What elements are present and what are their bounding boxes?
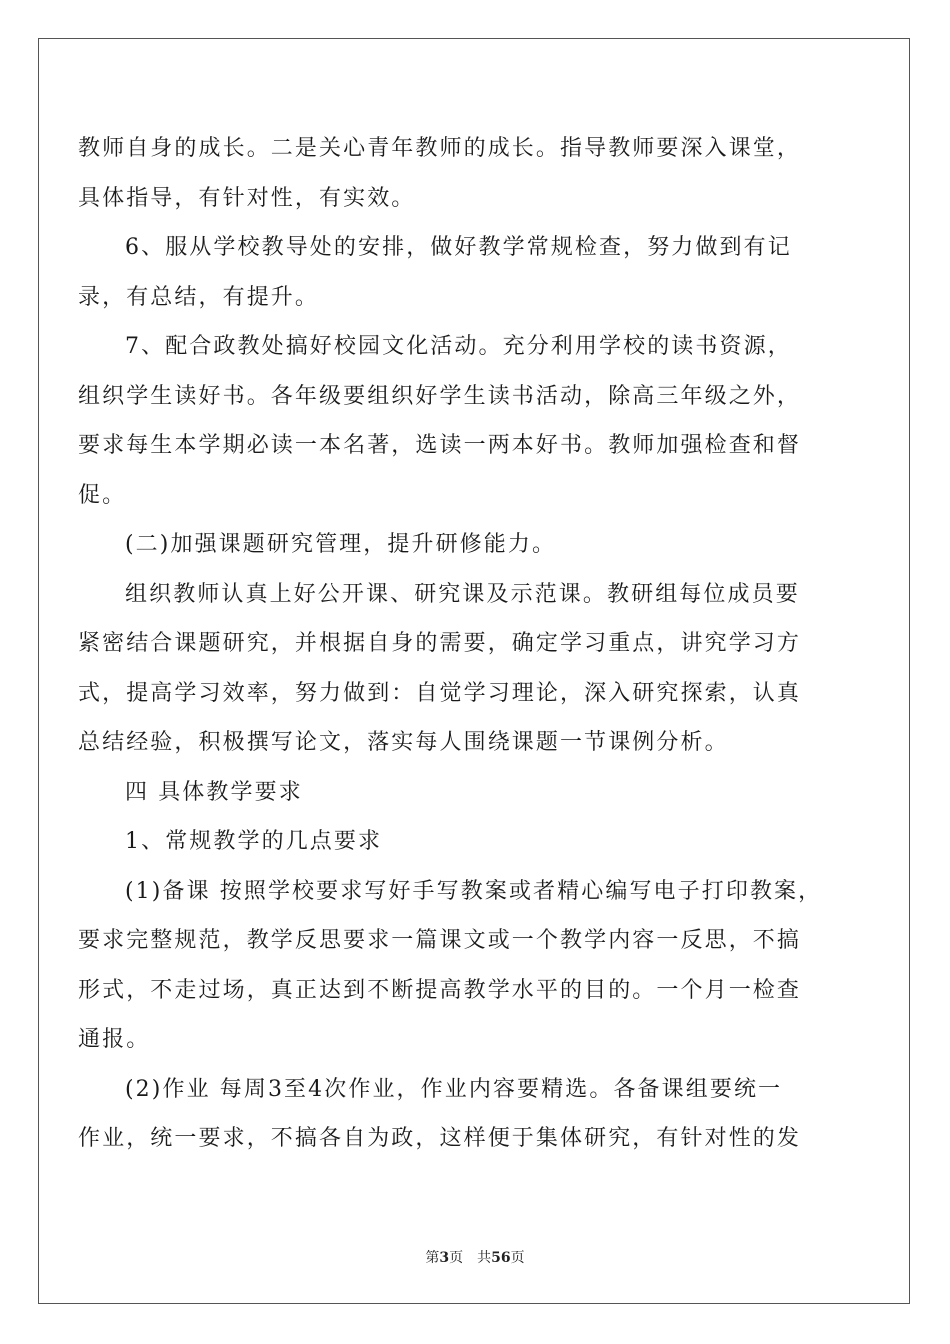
section-heading: (二)加强课题研究管理，提升研修能力。 bbox=[125, 532, 557, 557]
text-line: 组织教师认真上好公开课、研究课及示范课。教研组每位成员要 bbox=[125, 581, 800, 607]
total-prefix: 共 bbox=[477, 1250, 492, 1266]
page-suffix: 页 bbox=[449, 1250, 464, 1266]
text-line: 紧密结合课题研究，并根据自身的需要，确定学习重点，讲究学习方 bbox=[78, 631, 802, 656]
text-line: 7、配合政教处搞好校园文化活动。充分利用学校的读书资源， bbox=[125, 334, 792, 359]
text-line: 促。 bbox=[78, 482, 127, 508]
text-line: 通报。 bbox=[78, 1027, 151, 1052]
text-line: (2)作业 每周3至4次作业，作业内容要精选。各备课组要统一 bbox=[125, 1076, 783, 1102]
text-line: 要求完整规范，教学反思要求一篇课文或一个教学内容一反思，不搞 bbox=[78, 928, 802, 953]
text-line: 总结经验，积极撰写论文，落实每人围绕课题一节课例分析。 bbox=[78, 730, 729, 755]
text-line: 形式，不走过场，真正达到不断提高教学水平的目的。一个月一检查 bbox=[78, 977, 802, 1003]
text-line: 6、服从学校教导处的安排，做好教学常规检查，努力做到有记 bbox=[125, 235, 792, 260]
page-footer bbox=[0, 1247, 950, 1267]
section-heading: 四 具体教学要求 bbox=[125, 779, 303, 805]
text-line: 教师自身的成长。二是关心青年教师的成长。指导教师要深入课堂， bbox=[78, 136, 802, 161]
total-suffix: 页 bbox=[510, 1250, 525, 1266]
total-pages: 56 bbox=[491, 1250, 511, 1266]
text-line: (1)备课 按照学校要求写好手写教案或者精心编写电子打印教案， bbox=[125, 878, 823, 904]
document-body bbox=[78, 124, 838, 1164]
page-prefix: 第 bbox=[425, 1250, 440, 1266]
page-number: 3 bbox=[439, 1250, 450, 1266]
text-line: 录，有总结，有提升。 bbox=[78, 284, 320, 310]
text-line: 作业，统一要求，不搞各自为政，这样便于集体研究，有针对性的发 bbox=[78, 1126, 802, 1151]
subsection-heading: 1、常规教学的几点要求 bbox=[125, 829, 383, 854]
text-line: 组织学生读好书。各年级要组织好学生读书活动，除高三年级之外， bbox=[78, 383, 802, 409]
text-line: 式，提高学习效率，努力做到：自觉学习理论，深入研究探索，认真 bbox=[78, 680, 802, 706]
text-line: 具体指导，有针对性，有实效。 bbox=[78, 185, 416, 211]
text-line: 要求每生本学期必读一本名著，选读一两本好书。教师加强检查和督 bbox=[78, 433, 802, 458]
